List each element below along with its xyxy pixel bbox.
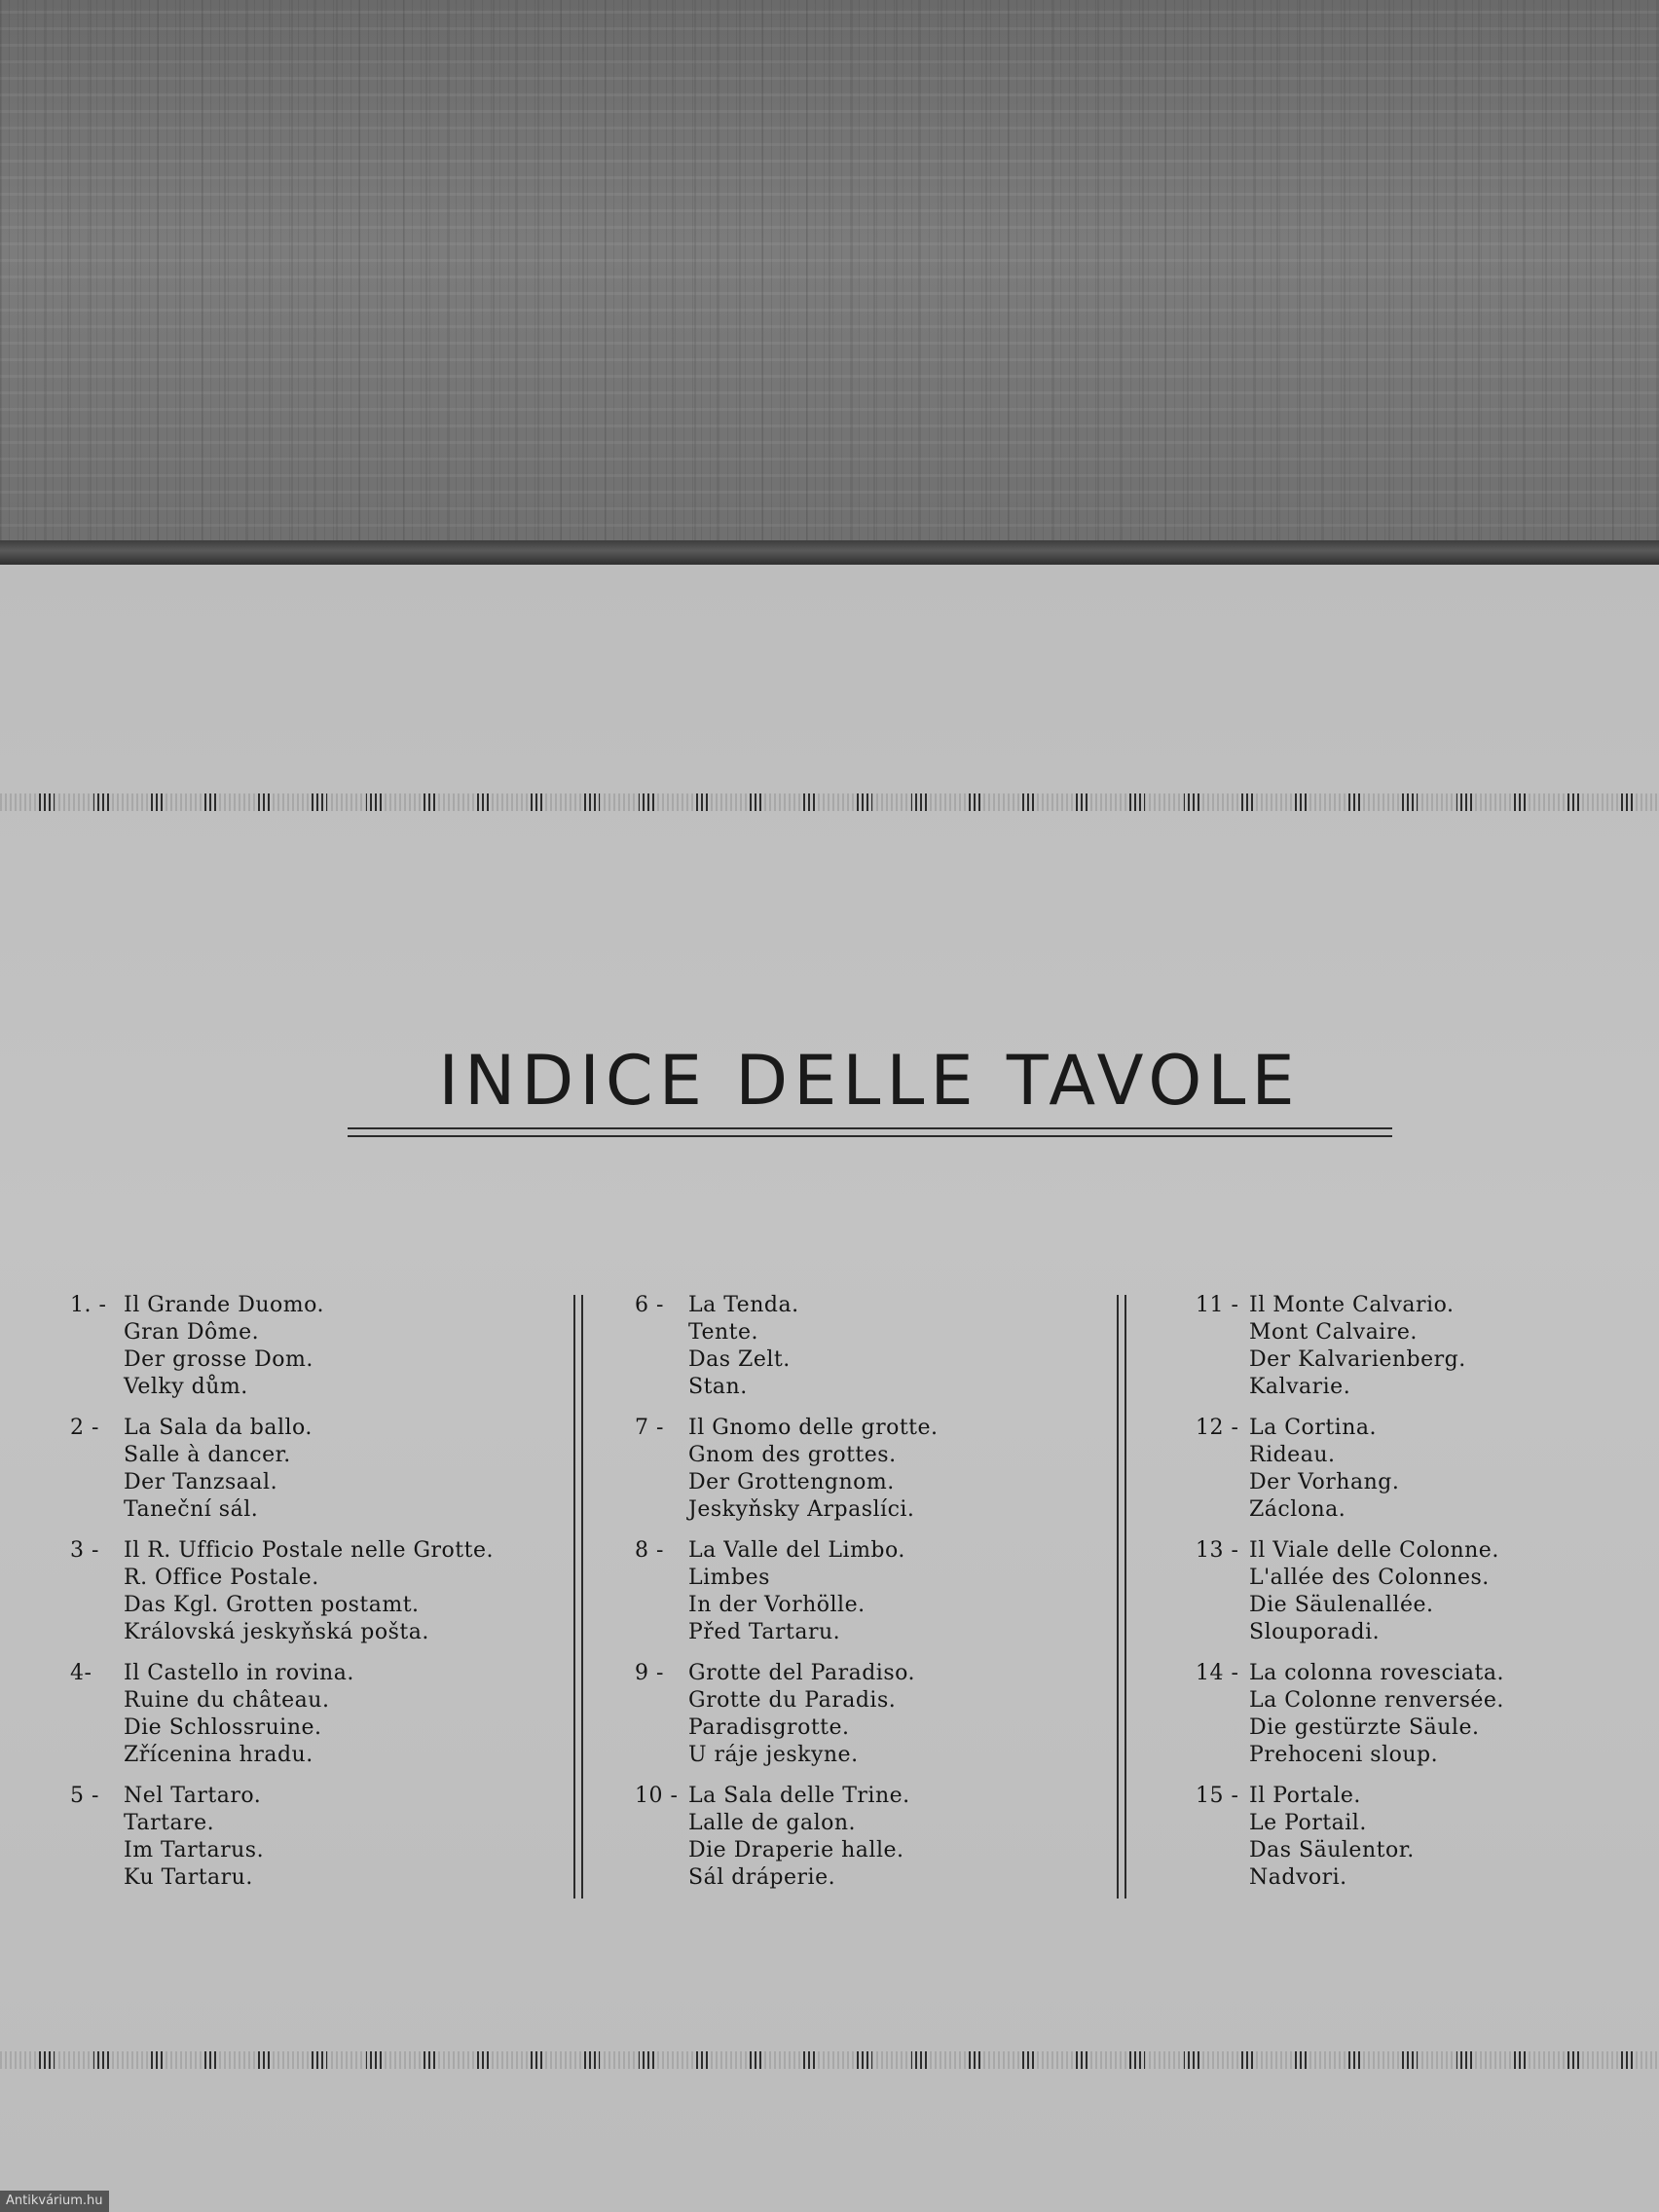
entry-heading [635,1292,939,1319]
plate-title-czech: Nadvori. [1249,1865,1347,1890]
entry-heading [635,1783,939,1810]
watermark: Antikvárium.hu [0,2191,109,2212]
entry-heading [70,1292,494,1319]
index-entry [1196,1292,1504,1401]
plate-number: 1. - [70,1293,107,1317]
plate-title-french: Ruine du château. [124,1688,330,1713]
plate-title-french: L'allée des Colonnes. [1249,1566,1490,1590]
index-entry [635,1660,939,1769]
plate-title-italian: Il Portale. [1249,1784,1361,1808]
plate-title-italian: Il Grande Duomo. [124,1293,324,1317]
index-entry [1196,1660,1504,1769]
plate-number: 4- [70,1661,92,1685]
plate-number: 15 - [1196,1784,1239,1808]
index-entry [70,1292,494,1401]
plate-number: 7 - [635,1416,664,1440]
entry-heading [70,1660,494,1687]
plate-number: 14 - [1196,1661,1239,1685]
plate-title-french: Limbes [688,1566,770,1590]
plate-title-czech: Kalvarie. [1249,1375,1351,1399]
plate-title-french: Mont Calvaire. [1249,1320,1418,1345]
plate-title-german: Das Säulentor. [1249,1838,1415,1862]
column-divider [1117,1295,1126,1899]
plate-number: 9 - [635,1661,664,1685]
plate-title-czech: Královská jeskyňská pošta. [124,1620,429,1644]
plate-title-italian: Il Castello in rovina. [124,1661,354,1685]
plate-title-czech: Jeskyňsky Arpaslíci. [688,1497,915,1522]
plate-title-german: In der Vorhölle. [688,1593,866,1617]
plate-title-german: Der grosse Dom. [124,1347,313,1372]
entry-heading [70,1415,494,1442]
plate-title-italian: La Valle del Limbo. [688,1538,905,1563]
plate-title-czech: Stan. [688,1375,748,1399]
plate-title-czech: Prehoceni sloup. [1249,1743,1439,1767]
title-double-rule [348,1127,1392,1137]
plate-number: 6 - [635,1293,664,1317]
page-title: INDICE DELLE TAVOLE [438,1041,1301,1121]
plate-number: 2 - [70,1416,99,1440]
index-entry [70,1783,494,1892]
plate-title-italian: Il Viale delle Colonne. [1249,1538,1499,1563]
plate-title-french: Gnom des grottes. [688,1443,897,1467]
plate-title-german: Der Tanzsaal. [124,1470,278,1494]
plate-title-czech: Zřícenina hradu. [124,1743,313,1767]
index-entry [1196,1415,1504,1524]
entry-heading [635,1660,939,1687]
index-column-1 [70,1292,494,1905]
plate-title-czech: Velky dům. [124,1375,248,1399]
plate-title-czech: Sál dráperie. [688,1865,836,1890]
plate-title-italian: Il Gnomo delle grotte. [688,1416,939,1440]
plate-title-german: Der Vorhang. [1249,1470,1400,1494]
cover-edge [0,540,1659,566]
plate-title-czech: Taneční sál. [124,1497,259,1522]
plate-title-czech: Ku Tartaru. [124,1865,253,1890]
index-entry [635,1292,939,1401]
column-divider [573,1295,583,1899]
plate-title-italian: Il R. Ufficio Postale nelle Grotte. [124,1538,494,1563]
plate-title-german: Das Kgl. Grotten postamt. [124,1593,420,1617]
plate-title-italian: Il Monte Calvario. [1249,1293,1455,1317]
book-cover-board [0,0,1659,560]
plate-title-german: Im Tartarus. [124,1838,265,1862]
index-entry [1196,1783,1504,1892]
plate-number: 13 - [1196,1538,1239,1563]
index-page [0,565,1659,2212]
index-entry [70,1415,494,1524]
index-entry [70,1660,494,1769]
plate-title-french: R. Office Postale. [124,1566,319,1590]
plate-title-czech: Před Tartaru. [688,1620,841,1644]
decorative-border-bottom [0,2051,1659,2069]
index-entry [635,1415,939,1524]
plate-title-italian: La Sala delle Trine. [688,1784,910,1808]
plate-number: 5 - [70,1784,99,1808]
plate-title-french: Grotte du Paradis. [688,1688,897,1713]
entry-heading [1196,1415,1504,1442]
plate-title-italian: La Tenda. [688,1293,799,1317]
plate-number: 12 - [1196,1416,1239,1440]
index-entry [1196,1537,1504,1646]
plate-title-french: Tartare. [124,1811,215,1835]
index-entry [635,1537,939,1646]
plate-title-french: La Colonne renversée. [1249,1688,1504,1713]
plate-title-italian: La Sala da ballo. [124,1416,313,1440]
plate-title-french: Salle à dancer. [124,1443,291,1467]
plate-title-german: Der Grottengnom. [688,1470,895,1494]
plate-number: 8 - [635,1538,664,1563]
plate-title-french: Lalle de galon. [688,1811,857,1835]
plate-title-french: Gran Dôme. [124,1320,260,1345]
plate-title-german: Paradisgrotte. [688,1715,850,1740]
entry-heading [70,1783,494,1810]
plate-title-czech: Slouporadi. [1249,1620,1381,1644]
plate-title-italian: Nel Tartaro. [124,1784,262,1808]
entry-heading [70,1537,494,1565]
plate-number: 11 - [1196,1293,1239,1317]
entry-heading [635,1415,939,1442]
entry-heading [1196,1537,1504,1565]
plate-title-french: Rideau. [1249,1443,1336,1467]
entry-heading [1196,1660,1504,1687]
plate-title-german: Die Säulenallée. [1249,1593,1434,1617]
plate-title-french: Tente. [688,1320,759,1345]
plate-title-german: Der Kalvarienberg. [1249,1347,1466,1372]
plate-title-german: Die Draperie halle. [688,1838,904,1862]
index-entry [70,1537,494,1646]
plate-title-italian: La Cortina. [1249,1416,1377,1440]
plate-number: 3 - [70,1538,99,1563]
plate-title-french: Le Portail. [1249,1811,1367,1835]
entry-heading [1196,1292,1504,1319]
plate-title-german: Das Zelt. [688,1347,791,1372]
plate-title-italian: La colonna rovesciata. [1249,1661,1504,1685]
plate-title-german: Die Schlossruine. [124,1715,322,1740]
entry-heading [635,1537,939,1565]
plate-number: 10 - [635,1784,679,1808]
plate-title-italian: Grotte del Paradiso. [688,1661,915,1685]
plate-title-czech: Záclona. [1249,1497,1346,1522]
entry-heading [1196,1783,1504,1810]
decorative-border-top [0,793,1659,811]
index-column-3 [1196,1292,1504,1905]
index-entry [635,1783,939,1892]
plate-title-german: Die gestürzte Säule. [1249,1715,1480,1740]
index-column-2 [635,1292,939,1905]
plate-title-czech: U ráje jeskyne. [688,1743,859,1767]
